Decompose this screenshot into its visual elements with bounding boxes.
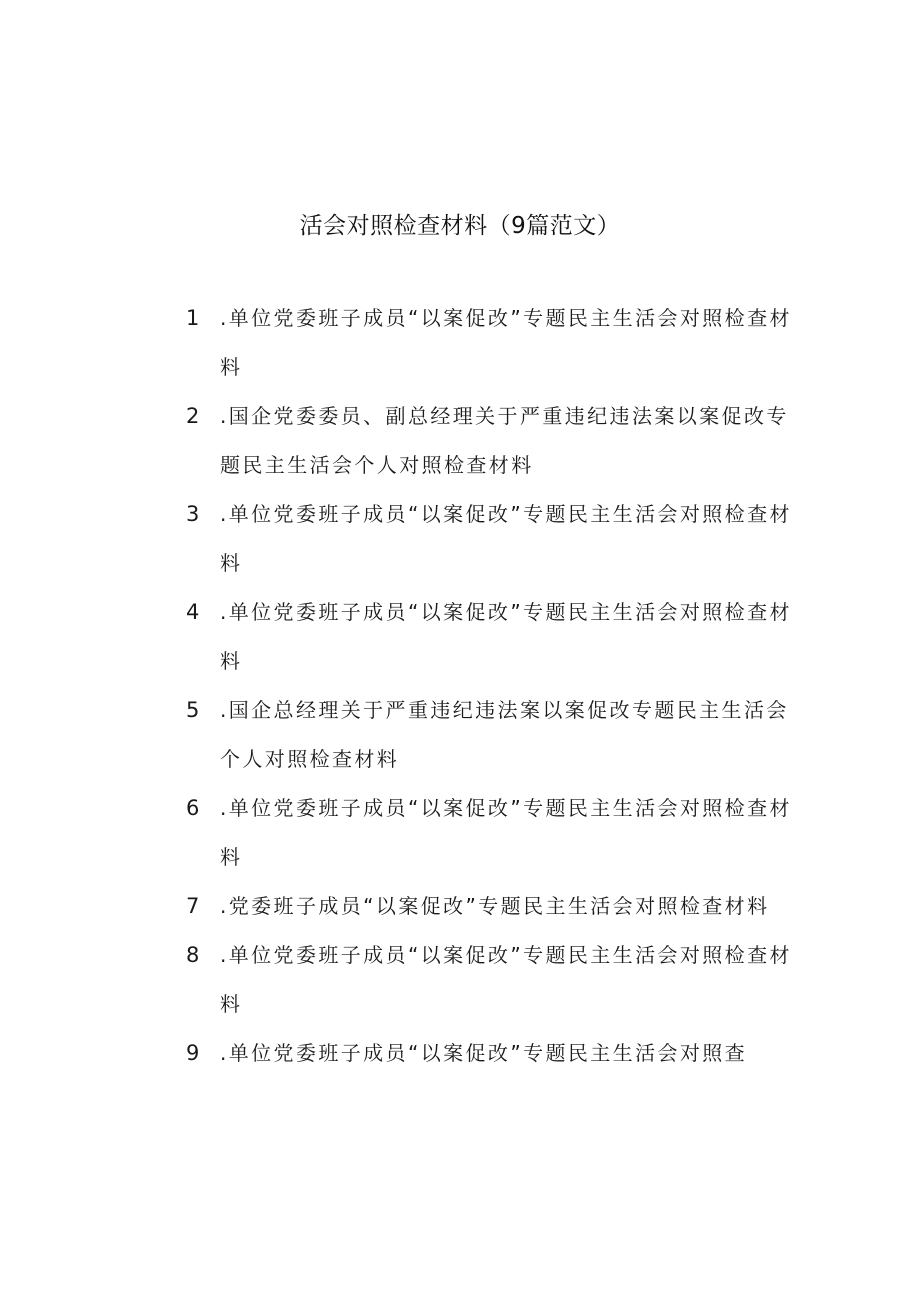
list-item: [186, 392, 796, 490]
document-title: 活会对照检查材料（9篇范文）: [299, 213, 621, 239]
item-text: .单位党委班子成员“以案促改”专题民主生活会对照检查材料: [220, 502, 792, 575]
item-number: 4: [186, 600, 200, 624]
item-number: 8: [186, 943, 200, 967]
list-item: [186, 882, 796, 931]
list-item: [186, 686, 796, 784]
item-text: .国企总经理关于严重违纪违法案以案促改专题民主生活会个人对照检查材料: [220, 698, 789, 771]
item-number: 9: [186, 1041, 200, 1065]
item-number: 7: [186, 894, 200, 918]
item-text: .国企党委委员、副总经理关于严重违纪违法案以案促改专题民主生活会个人对照检查材料: [220, 404, 789, 477]
item-text: .单位党委班子成员“以案促改”专题民主生活会对照检查材料: [220, 796, 792, 869]
list-item: [186, 588, 796, 686]
list-item: [186, 1029, 796, 1078]
item-number: 1: [186, 306, 200, 330]
list-item: [186, 294, 796, 392]
item-number: 5: [186, 698, 200, 722]
list-item: [186, 931, 796, 1029]
item-text: .单位党委班子成员“以案促改”专题民主生活会对照检查材料: [220, 306, 792, 379]
item-number: 6: [186, 796, 200, 820]
item-text: .单位党委班子成员“以案促改”专题民主生活会对照查: [220, 1041, 748, 1065]
item-text: .单位党委班子成员“以案促改”专题民主生活会对照检查材料: [220, 600, 792, 673]
item-text: .党委班子成员“以案促改”专题民主生活会对照检查材料: [220, 894, 770, 918]
item-number: 3: [186, 502, 200, 526]
list-item: [186, 784, 796, 882]
item-text: .单位党委班子成员“以案促改”专题民主生活会对照检查材料: [220, 943, 792, 1016]
table-of-contents: [186, 294, 796, 1078]
list-item: [186, 490, 796, 588]
item-number: 2: [186, 404, 200, 428]
